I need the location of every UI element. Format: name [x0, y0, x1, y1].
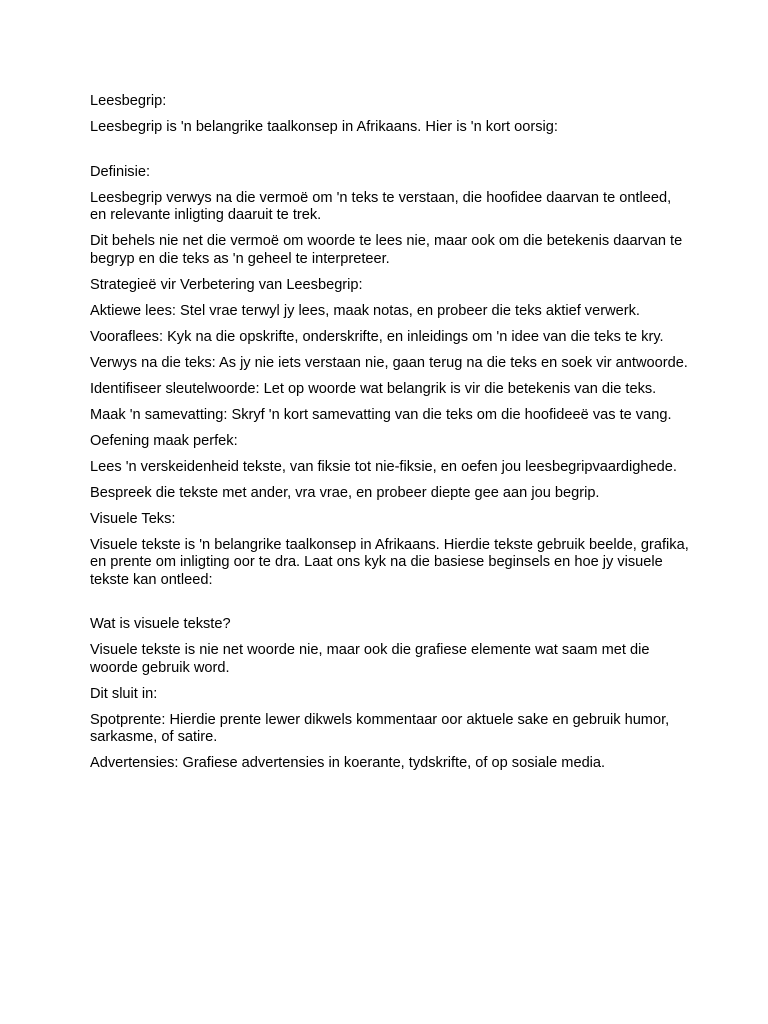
strategy-sleutelwoorde: Identifiseer sleutelwoorde: Let op woorde wat belangrik is vir die betekenis van die teks. [90, 380, 657, 397]
strategy-samevatting: Maak 'n samevatting: Skryf 'n kort samevatting van die teks om die hoofideeë vas te vang. [90, 406, 672, 423]
strategy-aktiewe-lees: Aktiewe lees: Stel vrae terwyl jy lees, maak notas, en probeer die teks aktief verwerk. [90, 302, 640, 319]
item-spotprente: Spotprente: Hierdie prente lewer dikwels kommentaar oor aktuele sake en gebruik humor, sarkasme, of satire. [90, 711, 670, 745]
heading-oefening: Oefening maak perfek: [90, 432, 238, 449]
heading-definisie: Definisie: [90, 163, 151, 180]
heading-leesbegrip: Leesbegrip: [90, 93, 167, 109]
document-page [90, 93, 690, 781]
strategy-vooraflees: Vooraflees: Kyk na die opskrifte, onderskrifte, en inleidings om 'n idee van die teks te kry. [90, 328, 664, 345]
definition-paragraph-2: Dit behels nie net die vermoë om woorde te lees nie, maar ook om die betekenis daarvan te begryp en die teks as 'n geheel te interpreteer. [90, 233, 683, 267]
heading-visuele-teks: Visuele Teks: [90, 510, 176, 527]
visual-definition-paragraph: Visuele tekste is nie net woorde nie, maar ook die grafiese elemente wat saam met die woorde gebruik word. [90, 642, 650, 676]
definition-paragraph-1: Leesbegrip verwys na die vermoë om 'n teks te verstaan, die hoofidee daarvan te ontleed, en relevante inligting daaruit te trek. [90, 189, 672, 223]
intro-paragraph: Leesbegrip is 'n belangrike taalkonsep in Afrikaans. Hier is 'n kort oorsig: [90, 119, 558, 135]
includes-label: Dit sluit in: [90, 685, 158, 702]
visual-intro-paragraph: Visuele tekste is 'n belangrike taalkonsep in Afrikaans. Hierdie tekste gebruik beelde, grafika, en prente om inligting oor te dra. Laat ons kyk na die basiese beginsels en hoe jy visuele tekste kan ontleed: [90, 536, 689, 588]
practice-paragraph-1: Lees 'n verskeidenheid tekste, van fiksie tot nie-fiksie, en oefen jou leesbegripvaardighede. [90, 458, 677, 475]
practice-paragraph-2: Bespreek die tekste met ander, vra vrae, en probeer diepte gee aan jou begrip. [90, 484, 600, 501]
item-advertensies: Advertensies: Grafiese advertensies in koerante, tydskrifte, of op sosiale media. [90, 755, 606, 771]
heading-wat-is-visuele-tekste: Wat is visuele tekste? [90, 616, 231, 632]
strategy-verwys: Verwys na die teks: As jy nie iets verstaan nie, gaan terug na die teks en soek vir antwoorde. [90, 354, 688, 371]
heading-strategies: Strategieë vir Verbetering van Leesbegrip: [90, 276, 363, 293]
